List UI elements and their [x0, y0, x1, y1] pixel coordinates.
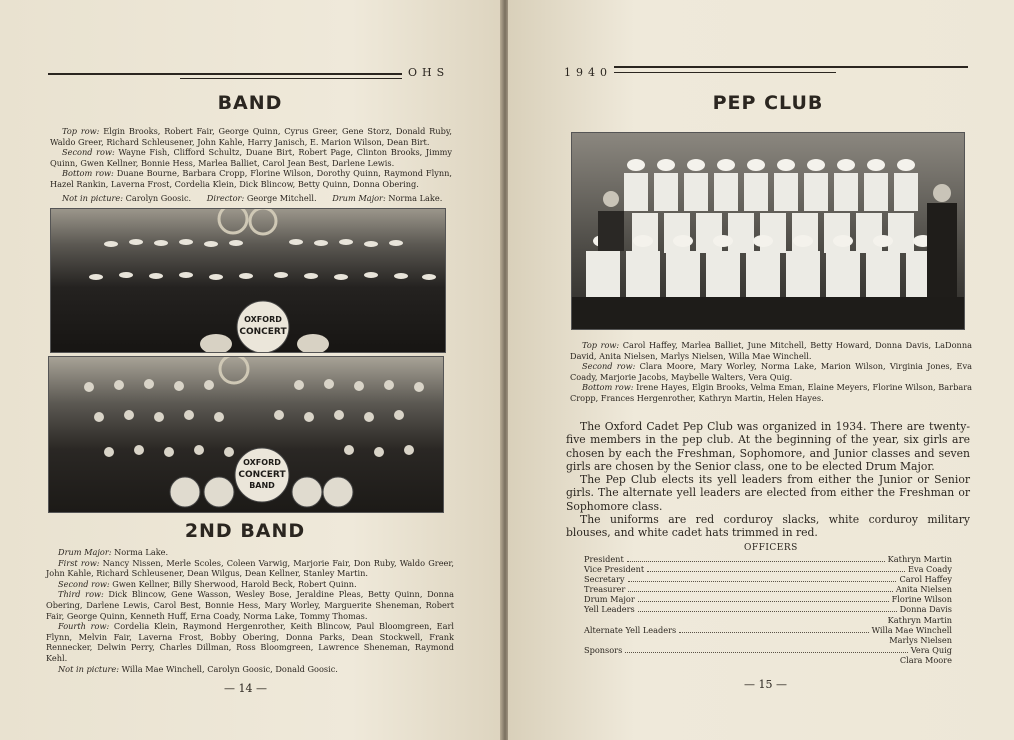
drum-text: CONCERT	[239, 327, 287, 337]
header-rule-short	[614, 72, 836, 73]
header-rule-short	[180, 78, 402, 79]
drum-text: BAND	[249, 481, 275, 490]
officers-heading: OFFICERS	[744, 543, 798, 553]
officer-row	[584, 574, 952, 584]
caption-text: Dick Blincow, Gene Wasson, Wesley Bose, Jeraldine Pleas, Betty Quinn, Donna Obering, Darlene Lewis, Carol Best, Bonnie Hess, Mary Worley, Marguerite Sheneman, Robert Fair, George Quinn, Kenneth Huff, Erna Coady, Norma Lake, Tommy Thomas.	[46, 589, 454, 621]
not-in-picture-label: Not in picture:	[62, 192, 124, 203]
page-header: OHS	[408, 66, 450, 79]
caption-text: Wayne Fish, Clifford Schultz, Duane Birt, Robert Page, Clinton Brooks, Jimmy Quinn, Gwen Kellner, Bonnie Hess, Marlea Balliet, Carol Jean Best, Darlene Lewis.	[50, 147, 452, 168]
officer-role: Treasurer	[584, 584, 626, 595]
officer-row	[584, 554, 952, 564]
officer-role: Yell Leaders	[584, 604, 635, 615]
page-number: — 14 —	[224, 682, 267, 695]
caption-text: Duane Bourne, Barbara Cropp, Florine Wilson, Dorothy Quinn, Raymond Flynn, Hazel Rankin, Laverna Frost, Cordelia Klein, Dick Blincow, Betty Quinn, Donna Obering.	[50, 168, 453, 189]
band-photo	[50, 208, 446, 353]
caption-line	[46, 589, 454, 621]
officer-name: Kathryn Martin	[887, 614, 952, 625]
caption-label: Top row:	[62, 126, 100, 136]
second-band-caption	[46, 547, 454, 674]
leader-dots	[638, 605, 897, 612]
leader-dots	[647, 565, 905, 572]
band-photo-illustration	[51, 209, 446, 353]
caption-line	[50, 147, 452, 168]
officer-row	[584, 625, 952, 635]
second-band-photo	[48, 356, 444, 513]
page-header: 1940	[564, 66, 612, 79]
director-label: Director:	[206, 192, 245, 203]
officer-role: Drum Major	[584, 594, 635, 605]
pep-club-photo-illustration	[572, 133, 965, 330]
officer-row	[584, 584, 952, 594]
caption-extra	[50, 193, 452, 204]
officer-role: Secretary	[584, 574, 625, 585]
officer-name: Willa Mae Winchell	[871, 624, 952, 635]
page-number: — 15 —	[744, 678, 787, 691]
leader-dots	[638, 595, 889, 602]
pep-club-photo	[571, 132, 965, 330]
caption-text: Clara Moore, Mary Worley, Norma Lake, Marion Wilson, Virginia Jones, Eva Coady, Marjorie Jacobs, Maybelle Walters, Vera Quig.	[570, 361, 972, 382]
officer-name: Marlys Nielsen	[889, 634, 952, 645]
caption-line	[570, 361, 972, 382]
officer-role: Sponsors	[584, 644, 623, 655]
caption-label: Fourth row:	[58, 621, 110, 632]
caption-line	[50, 168, 452, 189]
officer-name: Vera Quig	[910, 644, 952, 655]
officer-role: Alternate Yell Leaders	[584, 624, 677, 635]
caption-label: Bottom row:	[62, 168, 114, 179]
officer-row	[584, 655, 952, 665]
not-in-picture: Carolyn Goosic.	[125, 192, 192, 203]
officer-row	[584, 635, 952, 645]
caption-label: First row:	[58, 557, 100, 568]
caption-label: Top row:	[582, 340, 620, 350]
caption-text: Cordelia Klein, Raymond Hergenrother, Keith Blincow, Paul Bloomgreen, Earl Flynn, Melvin Fair, Laverna Frost, Bobby Obering, Donna Parks, Dean Stockwell, Frank Rennecker, Delwin Perry, Charles Dillman, Ross Bloomgreen, Lawrence Sheneman, Raymond Kehl.	[46, 621, 455, 663]
officer-row	[584, 645, 952, 655]
second-band-photo-illustration	[49, 357, 444, 513]
caption-text: Elgin Brooks, Robert Fair, George Quinn, Cyrus Greer, Gene Storz, Donald Ruby, Waldo Greer, Richard Schleusener, John Kahle, Harry Janisch, E. Marion Wilson, Dean Birt.	[50, 126, 452, 147]
officer-row	[584, 594, 952, 604]
drum-major-label: Drum Major:	[332, 192, 386, 203]
officer-name: Florine Wilson	[891, 594, 952, 605]
caption-label: Third row:	[58, 589, 104, 600]
caption-label: Second row:	[62, 147, 115, 158]
officer-name: Carol Haffey	[899, 574, 952, 585]
caption-line	[46, 558, 454, 579]
leader-dots	[625, 646, 907, 653]
paragraph: The Oxford Cadet Pep Club was organized in 1934. There are twenty-five members in the pep club. At the beginning of the year, six girls are chosen by each the Freshman, Sophomore, and Junior classes and seven girls are chosen by the Senior class, one to be elected Drum Major.	[566, 420, 970, 473]
caption-line	[46, 664, 454, 675]
drum-text: OXFORD	[243, 458, 281, 467]
caption-label: Not in picture:	[58, 663, 120, 674]
caption-label: Bottom row:	[582, 382, 634, 393]
right-page	[508, 0, 1014, 740]
officer-name: Clara Moore	[899, 654, 952, 665]
caption-line	[50, 126, 452, 147]
paragraph: The uniforms are red corduroy slacks, white corduroy military blouses, and white cadet hats trimmed in red.	[566, 513, 970, 540]
caption-line	[46, 621, 454, 663]
officer-role: Vice President	[584, 564, 645, 575]
pep-club-title: PEP CLUB	[712, 92, 824, 114]
caption-text: Norma Lake.	[111, 547, 169, 557]
left-page	[0, 0, 503, 740]
officer-name: Eva Coady	[907, 564, 952, 575]
leader-dots	[627, 555, 885, 562]
caption-line	[46, 547, 454, 558]
caption-text: Gwen Kellner, Billy Sherwood, Harold Beck, Robert Quinn.	[109, 578, 357, 589]
caption-line	[570, 340, 972, 361]
pep-club-caption	[570, 340, 972, 404]
caption-line	[46, 579, 454, 590]
caption-label: Second row:	[58, 578, 110, 589]
caption-label: Second row:	[582, 361, 636, 372]
officer-row	[584, 615, 952, 625]
officer-name: Anita Nielsen	[895, 584, 952, 595]
caption-text: Nancy Nissen, Merle Scoles, Coleen Varwig, Marjorie Fair, Don Ruby, Waldo Greer, John Kahle, Richard Schleusener, Dean Wilgus, Dean Kellner, Stanley Martin.	[46, 557, 454, 579]
caption-label: Drum Major:	[58, 547, 112, 557]
drum-major: Norma Lake.	[388, 192, 443, 203]
officer-name: Kathryn Martin	[887, 554, 952, 564]
header-rule	[48, 73, 402, 75]
caption-line	[570, 382, 972, 403]
officer-name: Donna Davis	[899, 604, 952, 615]
header-rule	[614, 66, 968, 68]
drum-text: OXFORD	[244, 315, 282, 324]
leader-dots	[628, 585, 893, 592]
paragraph: The Pep Club elects its yell leaders from either the Junior or Senior girls. The alternate yell leaders are elected from either the Freshman or Sophomore class.	[566, 473, 970, 513]
officer-row	[584, 604, 952, 614]
caption-text: Irene Hayes, Elgin Brooks, Velma Eman, Elaine Meyers, Florine Wilson, Barbara Cropp, Frances Hergenrother, Kathryn Martin, Helen Hayes.	[570, 382, 972, 403]
leader-dots	[628, 575, 897, 582]
band-caption	[50, 126, 452, 203]
caption-text: Carol Haffey, Marlea Balliet, June Mitchell, Betty Howard, Donna Davis, LaDonna David, Anita Nielsen, Marlys Nielsen, Willa Mae Winchell.	[570, 340, 972, 361]
drum-text: CONCERT	[238, 470, 286, 480]
band-title: BAND	[217, 92, 283, 114]
pep-club-description	[566, 420, 970, 540]
second-band-title: 2ND BAND	[184, 520, 306, 542]
officer-row	[584, 564, 952, 574]
officer-role: President	[584, 554, 624, 564]
leader-dots	[679, 626, 868, 633]
officers-list	[584, 554, 952, 665]
caption-text: Willa Mae Winchell, Carolyn Goosic, Donald Goosic.	[119, 663, 338, 674]
director: George Mitchell.	[246, 192, 317, 203]
